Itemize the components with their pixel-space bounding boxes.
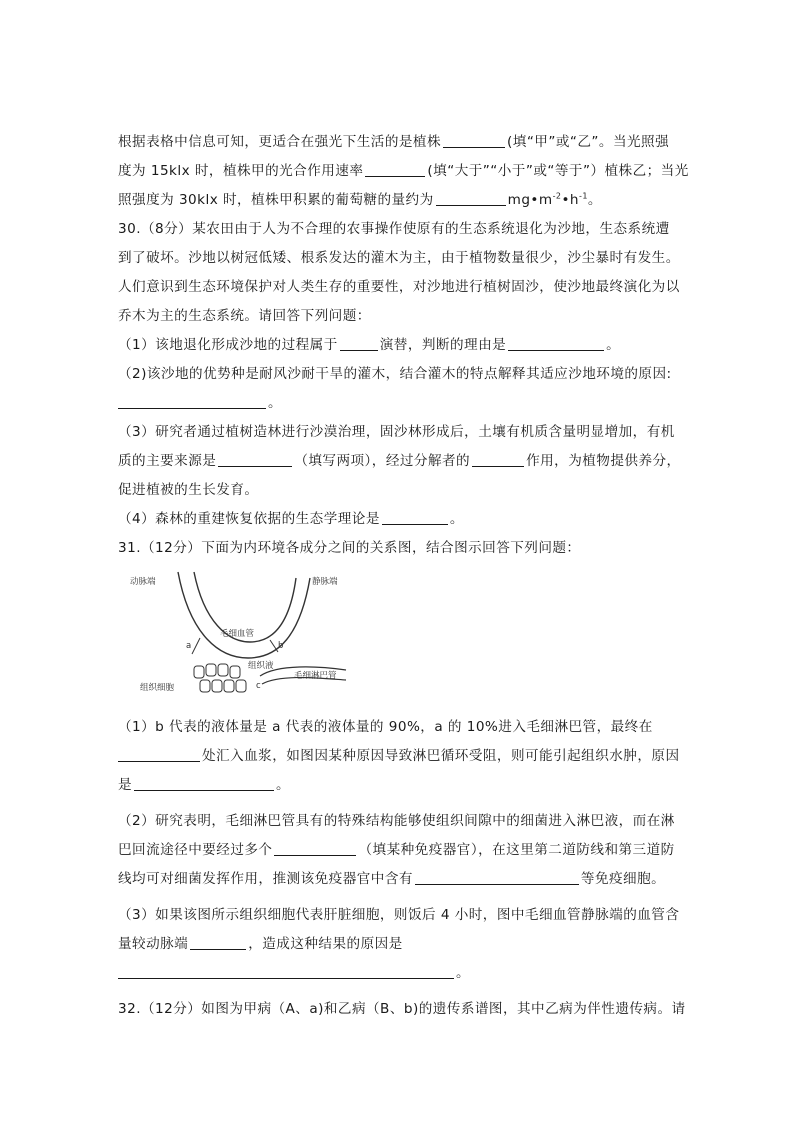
answer-blank[interactable] [508, 335, 604, 351]
capillary-outer-wall [178, 572, 310, 658]
text-line: 到了破坏。沙地以树冠低矮、根系发达的灌木为主，由于植物数量很少，沙尘暴时有发生。 [118, 250, 680, 266]
text-line: 乔木为主的生态系统。请回答下列问题： [118, 308, 371, 324]
answer-blank[interactable] [118, 746, 200, 762]
answer-blank[interactable] [415, 869, 579, 885]
text-line: 人们意识到生态环境保护对人类生存的重要性，对沙地进行植树固沙，使沙地最终演化为以 [118, 279, 680, 295]
text-line: 是 。 [118, 777, 291, 793]
sub-question-30-4: （4）森林的重建恢复依据的生态学理论是 。 [118, 511, 464, 527]
answer-blank[interactable] [190, 934, 246, 950]
answer-blank[interactable] [340, 335, 378, 351]
label-capillary: 毛细血管 [220, 629, 255, 639]
question-30-stem: 30.（8分）某农田由于人为不合理的农事操作使原有的生态系统退化为沙地，生态系统遭 [118, 221, 670, 237]
answer-blank[interactable] [118, 393, 266, 409]
sub-question-31-2: （2）研究表明，毛细淋巴管具有的特殊结构能够使组织间隙中的细菌进入淋巴液，而在淋 [118, 813, 675, 829]
label-artery-end: 动脉端 [130, 577, 156, 587]
text-line: 量较动脉端 ，造成这种结果的原因是 [118, 936, 403, 952]
answer-blank[interactable] [218, 451, 292, 467]
question-31-stem: 31.（12分）下面为内环境各成分之间的关系图，结合图示回答下列问题： [118, 540, 581, 556]
answer-blank[interactable] [134, 775, 274, 791]
text-line: 。 [118, 963, 470, 983]
label-b: b [278, 641, 284, 651]
answer-blank[interactable] [274, 840, 356, 856]
sub-question-30-1: （1）该地退化形成沙地的过程属于 演替，判断的理由是 。 [118, 337, 621, 353]
label-lymph-capillary: 毛细淋巴管 [294, 671, 337, 681]
sub-question-31-1: （1）b 代表的液体量是 a 代表的液体量的 90%，a 的 10%进入毛细淋巴管，最终在 [118, 719, 653, 735]
label-tissue-cells: 组织细胞 [140, 683, 175, 693]
label-tissue-fluid: 组织液 [248, 661, 274, 671]
label-c: c [256, 681, 261, 691]
sub-question-31-3: （3）如果该图所示组织细胞代表肝脏细胞，则饭后 4 小时，图中毛细血管静脉端的血管含 [118, 907, 680, 923]
text-line: 线均可对细菌发挥作用，推测该免疫器官中含有 等免疫细胞。 [118, 871, 666, 887]
label-a: a [186, 641, 192, 651]
text-line: 巴回流途径中要经过多个 （填某种免疫器官），在这里第二道防线和第三道防 [118, 842, 675, 858]
answer-blank[interactable] [365, 161, 425, 177]
question-32-stem: 32.（12分）如图为甲病（A、a)和乙病（B、b)的遗传系谱图，其中乙病为伴性遗传病。请 [118, 1001, 686, 1017]
answer-blank[interactable] [118, 963, 454, 979]
text-line: 根据表格中信息可知，更适合在强光下生活的是植株 (填“甲”或“乙”。当光照强 [118, 134, 670, 150]
text-line: 。 [118, 393, 282, 413]
text-line: 处汇入血浆，如图因某种原因导致淋巴循环受阻，则可能引起组织水肿，原因 [118, 746, 680, 766]
text-line: 促进植被的生长发育。 [118, 482, 259, 498]
tissue-cells [194, 664, 246, 692]
answer-blank[interactable] [443, 132, 505, 148]
internal-environment-diagram [128, 566, 368, 706]
arrow-a [192, 638, 200, 654]
label-vein-end: 静脉端 [312, 577, 338, 587]
answer-blank[interactable] [382, 509, 448, 525]
answer-blank[interactable] [472, 451, 524, 467]
answer-blank[interactable] [436, 190, 506, 206]
text-line: 度为 15klx 时，植株甲的光合作用速率 (填“大于”“小于”或“等于”）植株乙；当光 [118, 163, 689, 179]
text-line: 照强度为 30klx 时，植株甲积累的葡萄糖的量约为 $mg•m^{-2}•h^{-1}$。 [118, 191, 602, 208]
sub-question-30-2: （2)该沙地的优势种是耐风沙耐干旱的灌木，结合灌木的特点解释其适应沙地环境的原因: [118, 366, 672, 382]
sub-question-30-3: （3）研究者通过植树造林进行沙漠治理，固沙林形成后，土壤有机质含量明显增加，有机 [118, 424, 675, 440]
text-line: 质的主要来源是 （填写两项），经过分解者的 作用，为植物提供养分， [118, 453, 681, 469]
